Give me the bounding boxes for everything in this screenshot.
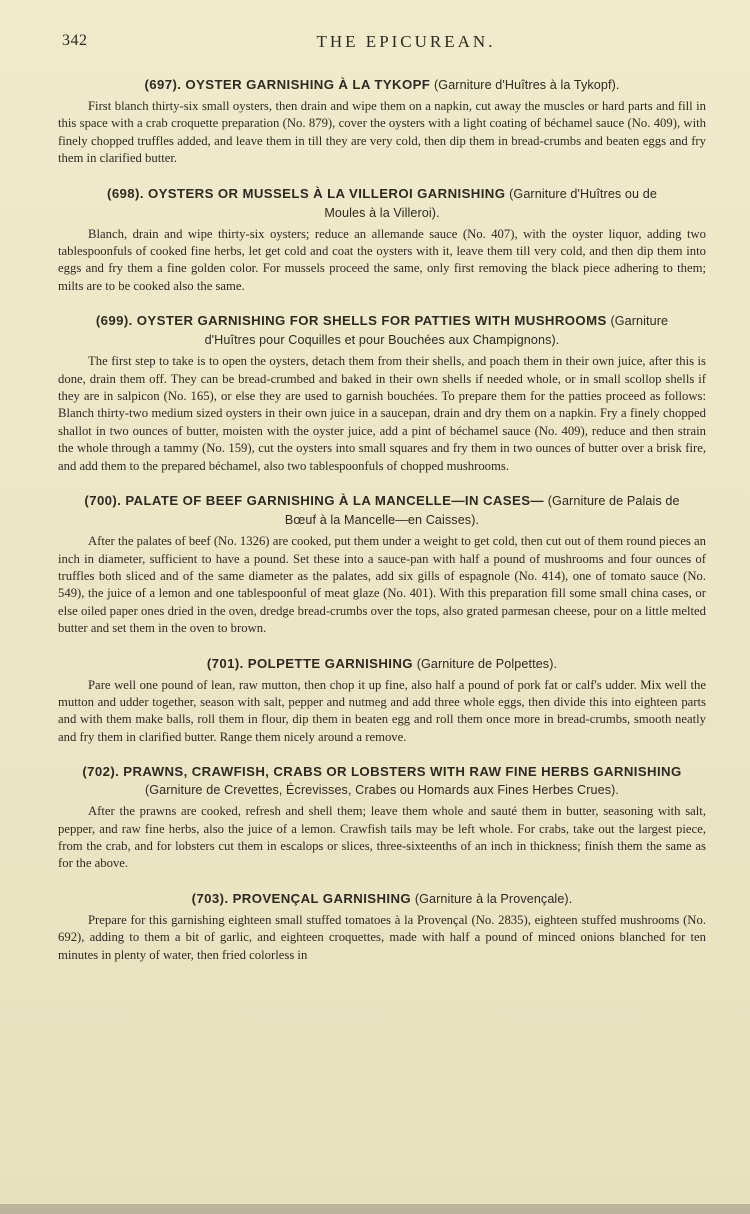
recipe-body: After the prawns are cooked, refresh and shell them; leave them whole and sauté them in butter, seasoning with salt, pepper, and raw fine herbs, also the juice of a lemon. Crawfish tails may be left whole. For crabs, take out the largest piece, from the crab, and for lobsters cut them in escalops or slices, three-sixteenths of an inch in thickness; finish them the same as for the above. — [58, 804, 706, 871]
recipe-heading — [58, 311, 706, 350]
recipe-body: Prepare for this garnishing eighteen small stuffed tomatoes à la Provençal (No. 2835), eighteen stuffed mushrooms (No. 692), adding to them a bit of garlic, and eighteen croquettes, made with half a pound of minced onions blanched for ten minutes in plenty of water, then fried colorless in — [58, 912, 706, 962]
recipe-701 — [58, 654, 706, 747]
recipe-700 — [58, 491, 706, 637]
recipe-title: (703). PROVENÇAL GARNISHING — [191, 890, 412, 906]
recipe-heading — [58, 654, 706, 674]
recipe-title: (700). PALATE OF BEEF GARNISHING À LA MANCELLE—IN CASES— — [84, 493, 544, 509]
recipe-french-title-continued: Bœuf à la Mancelle—en Caisses). — [284, 513, 480, 528]
recipe-heading — [58, 75, 706, 95]
recipe-body: Pare well one pound of lean, raw mutton, then chop it up fine, also half a pound of pork fat or calf's udder. Mix well the mutton and udder together, season with salt, pepper and nutmeg and add three whole eggs, then divide this into eighteen parts and with them make balls, roll them in flour, dip them in beaten egg and roll them once more in bread-crumbs, smooth neatly and fry them in clarified butter. Range them nicely around a remove. — [58, 677, 706, 744]
recipe-title: (697). OYSTER GARNISHING À LA TYKOPF — [144, 77, 431, 92]
recipe-body: After the palates of beef (No. 1326) are cooked, put them under a weight to get cold, then cut out of them round pieces an inch in diameter, sufficient to have a pound. Set these into a sauce-pan with half a pound of mushrooms and four ounces of truffles both sliced and of the same diameter as the palates, add six gills of espagnole (No. 414), one of tomato sauce (No. 549), the juice of a lemon and one tablespoonful of meat glaze (No. 401). With this preparation fill some small china cases, or else oiled paper ones dried in the oven, dredge bread-crumbs over the tops, also grated parmesan cheese, pour on a little melted butter and set them in the oven to brown. — [58, 534, 706, 636]
recipe-body: The first step to take is to open the oysters, detach them from their shells, and poach them in their own juice, after this is done, drain them off. They can be bread-crumbed and baked in their own shells if needed whole, or in small scollop shells if they are in salpicon (No. 165), or else they are used to garnish bouchées. To prepare them for the patties proceed as follows: Blanch thirty-two medium sized oysters in their own juice in a saucepan, drain and dry them on a napkin. Fry a finely chopped shallot in two ounces of butter, moisten with the oyster juice, add a pint of béchamel sauce (No. 409), reduce and then strain the whole through a tammy (No. 159), cut the oysters into small squares and fry them in two ounces of butter over a brisk fire, and add them to the prepared béchamel, also two tablespoonfuls of chopped mushrooms. — [58, 354, 706, 473]
recipe-french-title-continued: d'Huîtres pour Coquilles et pour Bouchées aux Champignons). — [204, 333, 560, 348]
recipe-heading — [58, 491, 706, 530]
page-header — [62, 30, 710, 56]
recipe-heading — [58, 889, 706, 909]
recipe-702 — [58, 762, 706, 873]
recipe-title: (699). OYSTER GARNISHING FOR SHELLS FOR PATTIES WITH MUSHROOMS — [95, 313, 607, 329]
recipe-heading — [58, 184, 706, 223]
recipe-french-title: (Garniture d'Huîtres à la Tykopf). — [434, 78, 620, 92]
recipe-french-title: (Garniture — [610, 314, 669, 329]
page-content — [58, 75, 706, 980]
recipe-703 — [58, 889, 706, 964]
recipe-french-title: (Garniture d'Huîtres ou de — [509, 186, 657, 201]
recipe-heading — [58, 762, 706, 800]
recipe-698 — [58, 184, 706, 296]
recipe-title: (702). PRAWNS, CRAWFISH, CRABS OR LOBSTERS WITH RAW FINE HERBS GARNISHING — [82, 764, 682, 780]
recipe-body: First blanch thirty-six small oysters, then drain and wipe them on a napkin, cut away the muscles or hard parts and fill in this space with a crab croquette preparation (No. 879), cover the oysters with a light coating of béchamel sauce (No. 409), with finely chopped truffles added, and leave them in till they are very cold, then dip them in bread-crumbs and beaten eggs and fry them in clarified butter. — [58, 99, 706, 166]
recipe-body: Blanch, drain and wipe thirty-six oysters; reduce an allemande sauce (No. 407), with the oyster liquor, adding two tablespoonfuls of cooked fine herbs, let get cold and coat the oysters with it, leave them till very cold, and then dip them into eggs and fry them a fine golden color. For mussels proceed the same, only first removing the black piece adhering to them; milts are to be cooked also the same. — [58, 226, 706, 293]
recipe-french-title: (Garniture de Polpettes). — [416, 656, 558, 671]
running-title: THE EPICUREAN. — [316, 32, 496, 51]
recipe-title: (701). POLPETTE GARNISHING — [206, 655, 413, 671]
recipe-697 — [58, 75, 706, 168]
recipe-french-title-continued: Moules à la Villeroi). — [324, 205, 440, 220]
recipe-french-title-continued: (Garniture de Crevettes, Écrevisses, Crabes ou Homards aux Fines Herbes Crues). — [144, 783, 620, 798]
recipe-699 — [58, 311, 706, 475]
page-bottom-edge — [0, 1204, 750, 1214]
page-number: 342 — [62, 32, 88, 49]
recipe-title: (698). OYSTERS OR MUSSELS À LA VILLEROI GARNISHING — [107, 185, 506, 201]
recipe-french-title: (Garniture de Palais de — [547, 494, 680, 509]
recipe-french-title: (Garniture à la Provençale). — [414, 891, 573, 906]
